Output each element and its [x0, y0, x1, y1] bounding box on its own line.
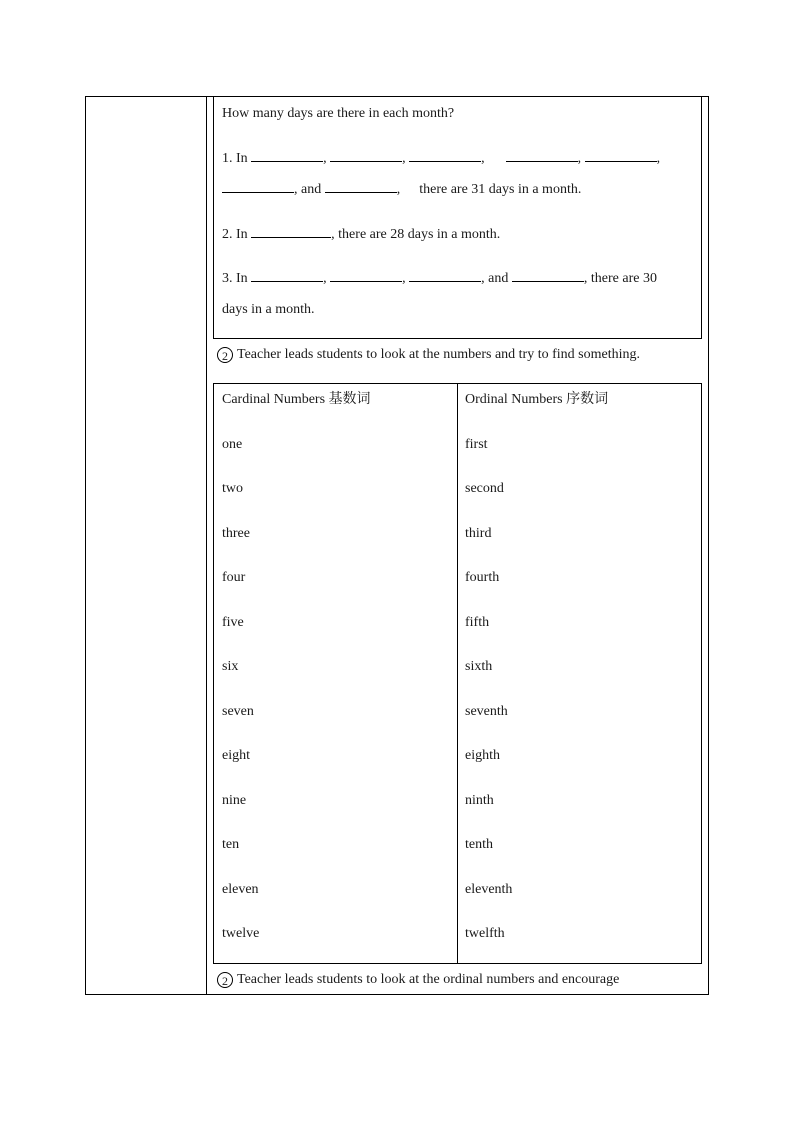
ordinal-cell: second: [465, 481, 504, 496]
cardinal-cell: ten: [222, 837, 240, 852]
exercise-item-2: [222, 225, 500, 244]
header-ordinal: Ordinal Numbers 序数词: [465, 392, 609, 407]
blank-1-2[interactable]: [330, 149, 402, 162]
cardinal-cell: six: [222, 659, 239, 674]
step-instruction-a: [217, 346, 640, 364]
header-cardinal: Cardinal Numbers 基数词: [222, 392, 371, 407]
item-3-prefix: 3. In: [222, 271, 248, 286]
step-number-circle: 2: [217, 347, 233, 363]
cardinal-cell: eight: [222, 748, 250, 763]
blank-3-2[interactable]: [330, 269, 402, 282]
item-3-suffix: , there are 30: [583, 271, 657, 286]
ordinal-cell: seventh: [465, 704, 508, 719]
ordinal-cell: sixth: [465, 659, 493, 674]
cardinal-cell: five: [222, 615, 244, 630]
ordinal-cell: ninth: [465, 793, 494, 808]
and-word-3: , and: [481, 271, 509, 286]
cardinal-cell: two: [222, 481, 243, 496]
item-1-prefix: 1. In: [222, 151, 248, 166]
item-1-suffix: there are 31 days in a month.: [419, 182, 582, 197]
cardinal-cell: four: [222, 570, 246, 585]
blank-1-5[interactable]: [585, 149, 657, 162]
item-2-prefix: 2. In: [222, 227, 248, 242]
blank-1-3[interactable]: [409, 149, 481, 162]
cardinal-cell: three: [222, 526, 250, 541]
ordinal-cell: twelfth: [465, 926, 505, 941]
exercise-item-1-cont: , and , there are 31 days in a month.: [222, 180, 581, 199]
exercise-question: How many days are there in each month?: [222, 106, 455, 121]
ordinal-cell: first: [465, 437, 488, 452]
item-2-suffix: , there are 28 days in a month.: [331, 227, 501, 242]
step-instruction-b: [217, 971, 619, 989]
blank-3-1[interactable]: [251, 269, 323, 282]
ordinal-cell: eleventh: [465, 882, 513, 897]
step-b-text: Teacher leads students to look at the ordinal numbers and encourage: [237, 972, 620, 987]
step-number-circle: 2: [217, 972, 233, 988]
ordinal-cell: eighth: [465, 748, 500, 763]
blank-1-4[interactable]: [506, 149, 578, 162]
step-a-text: Teacher leads students to look at the numbers and try to find something.: [237, 347, 640, 362]
cardinal-cell: twelve: [222, 926, 260, 941]
ordinal-cell: fourth: [465, 570, 500, 585]
ordinal-cell: third: [465, 526, 492, 541]
blank-1-7[interactable]: [325, 180, 397, 193]
left-column-divider: [206, 96, 207, 995]
blank-3-4[interactable]: [512, 269, 584, 282]
cardinal-cell: one: [222, 437, 243, 452]
exercise-item-1: 1. In , , , , ,: [222, 151, 661, 166]
cardinal-cell: eleven: [222, 882, 259, 897]
cardinal-cell: nine: [222, 793, 247, 808]
and-word: , and: [294, 182, 322, 197]
cardinal-cell: seven: [222, 704, 254, 719]
blank-3-3[interactable]: [409, 269, 481, 282]
ordinal-cell: fifth: [465, 615, 490, 630]
numbers-table-divider: [457, 383, 458, 964]
exercise-item-3-cont: days in a month.: [222, 302, 315, 317]
blank-1-1[interactable]: [251, 149, 323, 162]
blank-1-6[interactable]: [222, 180, 294, 193]
exercise-item-3: 3. In , , , and , there are 30: [222, 271, 657, 286]
blank-2-1[interactable]: [251, 225, 331, 238]
ordinal-cell: tenth: [465, 837, 493, 852]
